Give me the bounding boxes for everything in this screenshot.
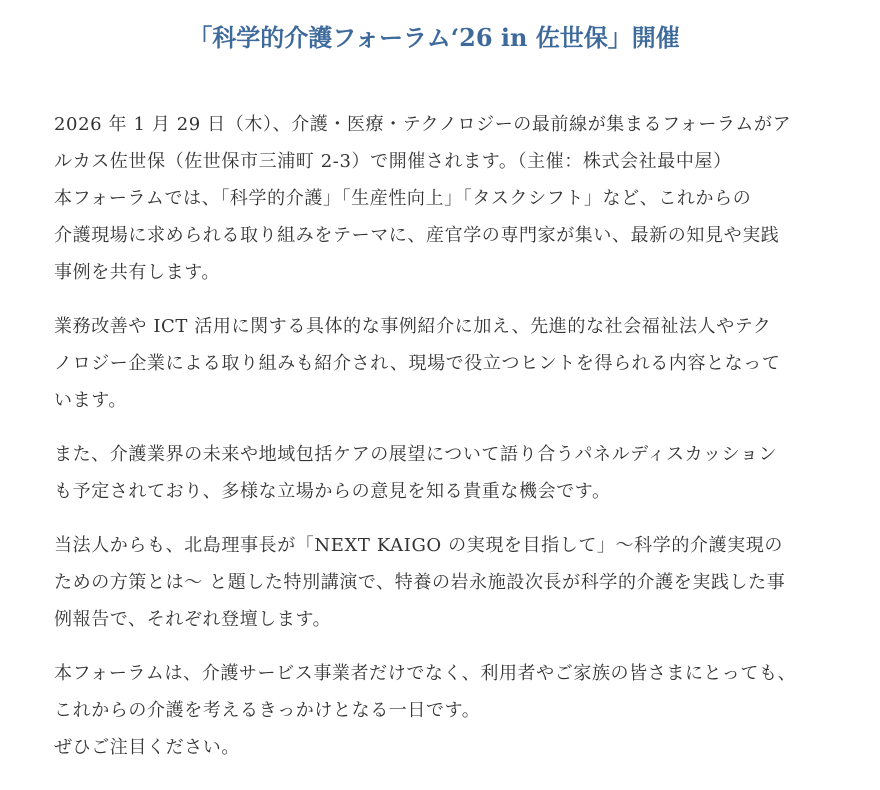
paragraph-line: ルカス佐世保（佐世保市三浦町 2-3）で開催されます。（主催：株式会社最中屋）: [54, 151, 732, 172]
paragraph-line: これからの介護を考えるきっかけとなる一日です。: [54, 700, 481, 721]
paragraph-line: 2026 年 1 月 29 日（木）、介護・医療・テクノロジーの最前線が集まるフォーラムがア: [54, 114, 792, 135]
paragraph-line: います。: [54, 390, 127, 411]
paragraph-line: 本フォーラムは、介護サービス事業者だけでなく、利用者やご家族の皆さまにとっても、: [54, 663, 797, 684]
paragraph-line: また、介護業界の未来や地域包括ケアの展望について語り合うパネルディスカッション: [54, 444, 778, 465]
paragraph-line: ぜひご注目ください。: [54, 737, 240, 758]
paragraph-case-studies: [54, 308, 824, 419]
paragraph-line: 本フォーラムでは、「科学的介護」「生産性向上」「タスクシフト」など、これからの: [54, 188, 752, 209]
paragraph-line: 事例を共有します。: [54, 262, 220, 283]
paragraph-line: 介護現場に求められる取り組みをテーマに、産官学の専門家が集い、最新の知見や実践: [54, 225, 780, 246]
paragraph-closing: [54, 655, 824, 766]
paragraph-line: 例報告で、それぞれ登壇します。: [54, 609, 332, 630]
paragraph-line: 当法人からも、北島理事長が「NEXT KAIGO の実現を目指して」～科学的介護実現の: [54, 535, 783, 556]
paragraph-event-overview: [54, 106, 824, 291]
paragraph-line: も予定されており、多様な立場からの意見を知る貴重な機会です。: [54, 481, 611, 502]
paragraph-speakers: [54, 527, 824, 638]
article-body: [54, 106, 824, 783]
paragraph-line: 業務改善や ICT 活用に関する具体的な事例紹介に加え、先進的な社会福祉法人やテク: [54, 316, 772, 337]
paragraph-line: ノロジー企業による取り組みも紹介され、現場で役立つヒントを得られる内容となって: [54, 353, 781, 374]
paragraph-line: ための方策とは～ と題した特別講演で、特養の岩永施設次長が科学的介護を実践した事: [54, 572, 786, 593]
article-title: 「科学的介護フォーラム‘26 in 佐世保」開催: [188, 23, 680, 52]
paragraph-panel-discussion: [54, 436, 824, 510]
